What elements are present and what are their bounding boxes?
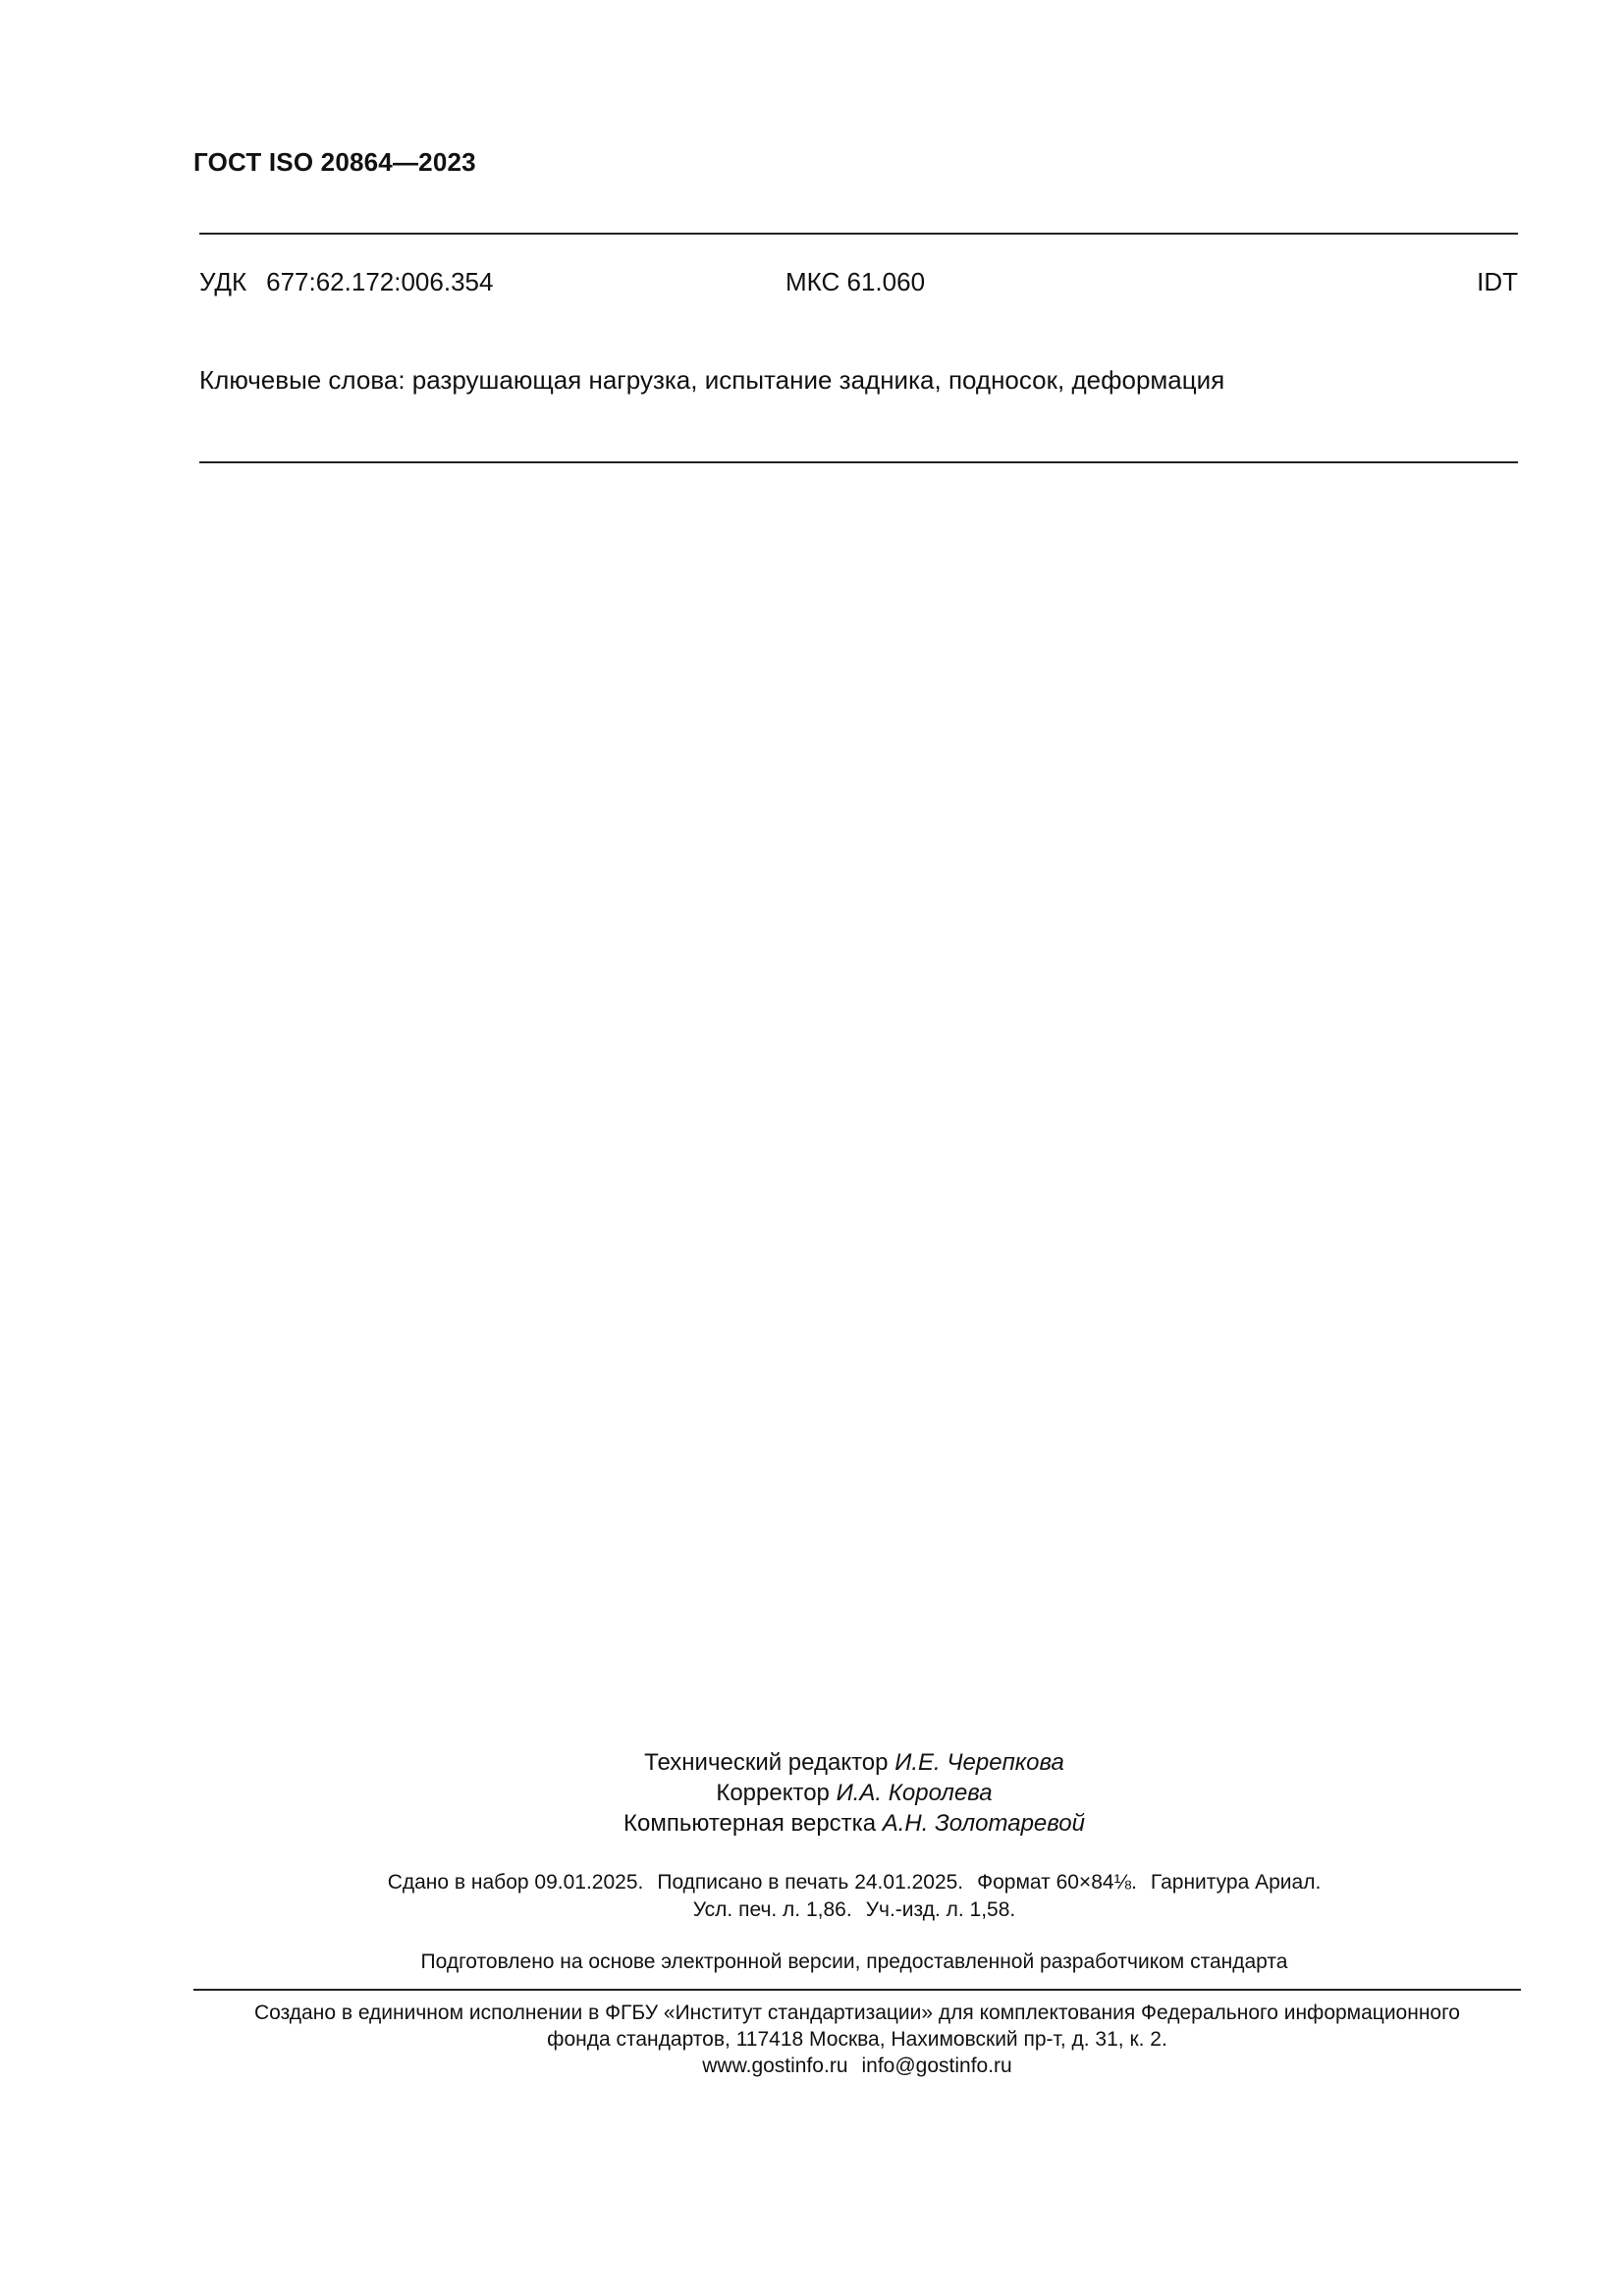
contacts-line — [193, 2053, 1521, 2079]
email-link[interactable]: info@gostinfo.ru — [861, 2055, 1012, 2077]
layout-name: А.Н. Золотаревой — [882, 1810, 1085, 1837]
document-header: ГОСТ ISO 20864—2023 — [193, 147, 476, 177]
created-note-block — [193, 2000, 1521, 2079]
udk-code — [199, 267, 493, 297]
udk-value: 677:62.172:006.354 — [266, 267, 494, 296]
typeface: Гарнитура Ариал. — [1150, 1871, 1322, 1894]
top-divider — [199, 233, 1518, 235]
print-info-block — [245, 1869, 1463, 1924]
corrector-label: Корректор — [716, 1780, 830, 1806]
tech-editor-label: Технический редактор — [644, 1749, 889, 1776]
paper-format: Формат 60×84⅛. — [977, 1871, 1137, 1894]
layout-line — [393, 1808, 1316, 1839]
corrector-name: И.А. Королева — [836, 1780, 993, 1806]
tech-editor-name: И.Е. Черепкова — [894, 1749, 1064, 1776]
tech-editor-line — [393, 1747, 1316, 1778]
print-info-line-2 — [245, 1896, 1463, 1924]
signed-date: Подписано в печать 24.01.2025. — [657, 1871, 964, 1894]
middle-divider — [199, 461, 1518, 463]
corrector-line — [393, 1778, 1316, 1808]
print-info-line-1 — [245, 1869, 1463, 1896]
print-sheets: Усл. печ. л. 1,86. — [692, 1898, 852, 1921]
keywords-line: Ключевые слова: разрушающая нагрузка, испытание задника, подносок, деформация — [199, 365, 1225, 395]
publishing-sheets: Уч.-изд. л. 1,58. — [865, 1898, 1016, 1921]
idt-marker: IDT — [1477, 267, 1518, 296]
created-line-2: фонда стандартов, 117418 Москва, Нахимовский пр-т, д. 31, к. 2. — [547, 2028, 1167, 2051]
udk-label: УДК — [199, 267, 247, 296]
credits-block — [393, 1747, 1316, 1839]
created-line-1: Создано в единичном исполнении в ФГБУ «Институт стандартизации» для комплектования Федерального информационного — [254, 2002, 1460, 2024]
mks-code: МКС 61.060 — [785, 267, 926, 296]
submitted-date: Сдано в набор 09.01.2025. — [387, 1871, 644, 1894]
layout-label: Компьютерная верстка — [623, 1810, 877, 1837]
website-link[interactable]: www.gostinfo.ru — [702, 2055, 848, 2077]
classification-line — [199, 267, 1518, 300]
prepared-note: Подготовлено на основе электронной версии, предоставленной разработчиком стандарта — [420, 1950, 1288, 1973]
footer-divider — [193, 1989, 1521, 1991]
